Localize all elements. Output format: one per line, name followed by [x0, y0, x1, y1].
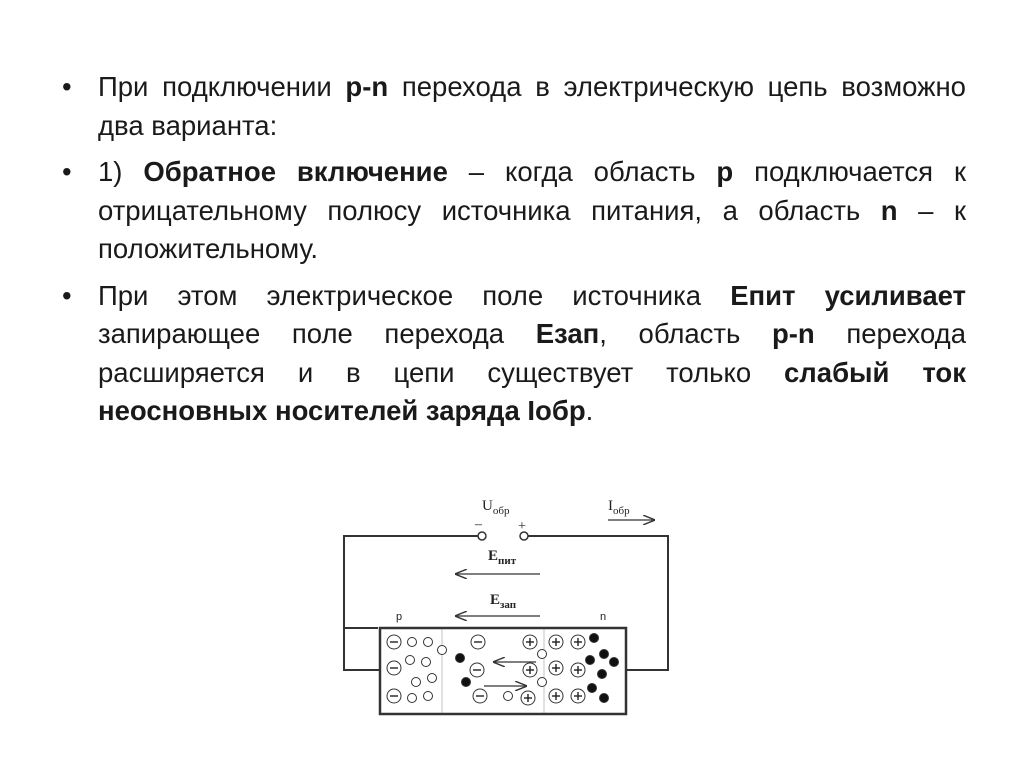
- bold-term: Епит усиливает: [730, 279, 967, 311]
- electron: [462, 678, 471, 687]
- bold-term: р-n: [771, 318, 815, 349]
- bullet-marker: •: [62, 71, 72, 102]
- electron: [600, 694, 609, 703]
- circuit-svg: [332, 492, 712, 732]
- n-region-label: n: [600, 611, 607, 623]
- bullet-text: подключается к отрицательному полюсу источника питания, а область: [98, 156, 967, 226]
- bullet-text: перехода в электрическую цепь возможно два варианта:: [98, 71, 966, 141]
- bullet-reverse-connection: [62, 153, 966, 269]
- hole: [424, 692, 433, 701]
- bullet-text: , область: [599, 318, 772, 349]
- hole: [504, 692, 513, 701]
- bullet-marker: •: [62, 156, 72, 187]
- current-label: $I_{обр}$: [608, 498, 630, 517]
- plus-sign: +: [518, 519, 526, 534]
- p-region-label: р: [396, 611, 403, 623]
- hole: [408, 638, 417, 647]
- bold-term: р-n: [345, 71, 389, 102]
- bold-term: слабый ток неосновных носителей заряда Iобр: [98, 356, 966, 426]
- bullet-connection-variants: [62, 68, 966, 145]
- epit-label: $E_{пит}$: [488, 548, 517, 567]
- pn-junction-diagram: [332, 492, 712, 732]
- bullet-text: .: [585, 395, 594, 426]
- hole: [428, 674, 437, 683]
- electron: [598, 670, 607, 679]
- bullet-text: запирающее поле перехода: [98, 318, 536, 349]
- bullet-list: [62, 68, 966, 439]
- hole: [538, 678, 547, 687]
- voltage-label: $U_{обр}$: [482, 498, 510, 517]
- hole: [412, 678, 421, 687]
- bullet-text: При подключении: [98, 71, 346, 102]
- hole: [408, 694, 417, 703]
- electron: [456, 654, 465, 663]
- electron: [590, 634, 599, 643]
- hole: [422, 658, 431, 667]
- bullet-text: – когда область: [447, 156, 717, 187]
- hole: [438, 646, 447, 655]
- electron: [586, 656, 595, 665]
- hole: [424, 638, 433, 647]
- bold-term: n: [880, 194, 898, 226]
- electron: [610, 658, 619, 667]
- hole: [538, 650, 547, 659]
- bullet-field-effect: [62, 277, 966, 431]
- semiconductor-block: [380, 628, 626, 714]
- bold-term: Езап: [535, 318, 600, 349]
- bullet-text: – к положительному.: [98, 194, 966, 264]
- bullet-text: При этом электрическое поле источника: [98, 279, 731, 311]
- bold-term: р: [716, 156, 734, 187]
- minus-sign: –: [475, 517, 482, 532]
- bullet-text: 1): [98, 156, 144, 187]
- bullet-marker: •: [62, 279, 72, 311]
- ezap-label: $E_{зап}$: [490, 592, 517, 611]
- hole: [406, 656, 415, 665]
- electron: [600, 650, 609, 659]
- minus-terminal: [478, 532, 486, 540]
- bullet-text: перехода расширяется и в цепи существует только: [98, 318, 966, 388]
- electron: [588, 684, 597, 693]
- bold-term: Обратное включение: [143, 156, 448, 187]
